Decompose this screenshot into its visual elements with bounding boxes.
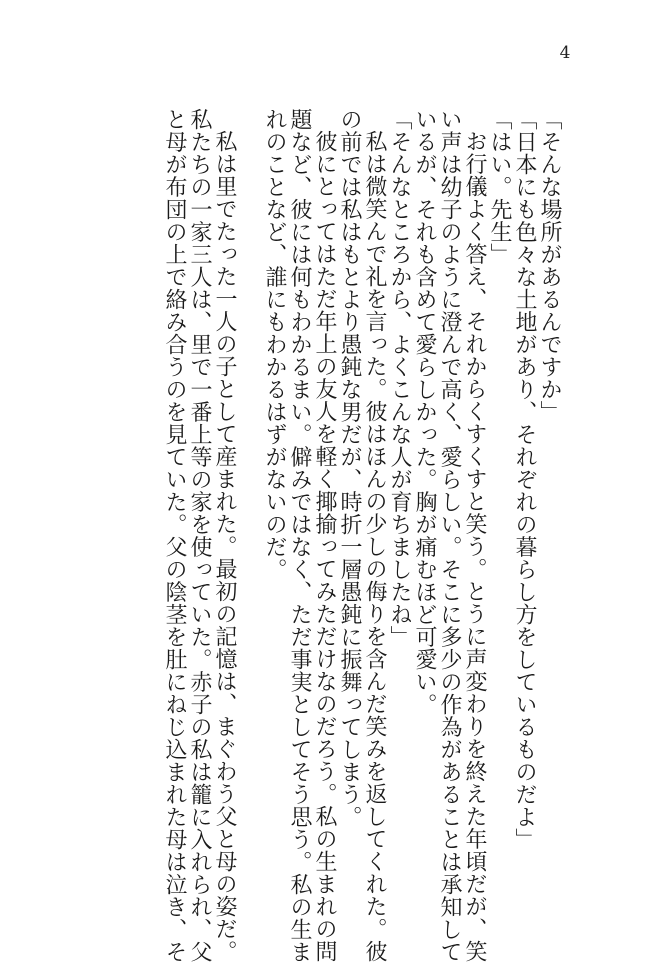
text-line: いるが、それも含めて愛らしかった。胸が痛むほど可愛い。 bbox=[412, 108, 437, 716]
text-line: 「そんな場所があるんですか」 bbox=[537, 108, 562, 423]
text-line: と母が布団の上で絡み合うのを見ていた。父の陰茎を肚にねじ込まれた母は泣き、そ bbox=[162, 108, 187, 963]
text-line: 私は微笑んで礼を言った。彼はほんの少しの侮りを含んだ笑みを返してくれた。彼 bbox=[362, 130, 387, 963]
text-line: 私は里でたった一人の子として産まれた。最初の記憶は、まぐわう父と母の姿だ。 bbox=[212, 130, 237, 963]
text-line: 題など、彼には何もわかるまい。僻みではなく、ただ事実としてそう思う。私の生ま bbox=[287, 108, 312, 963]
text-line: れのことなど、誰にもわかるはずがないのだ。 bbox=[262, 108, 287, 581]
text-line: 「日本にも色々な土地があり、それぞれの暮らし方をしているものだよ」 bbox=[512, 108, 537, 851]
text-line: の前では私はもとより愚鈍な男だが、時折一層愚鈍に振舞ってしまう。 bbox=[337, 108, 362, 828]
text-line: 私たちの一家三人は、里で一番上等の家を使っていた。赤子の私は籠に入れられ、父 bbox=[187, 108, 212, 963]
text-line: 彼にとってはただ年上の友人を軽く揶揄ってみただけなのだろう。私の生まれの問 bbox=[312, 130, 337, 963]
text-line bbox=[236, 108, 262, 848]
text-line: 「はい。先生」 bbox=[487, 108, 512, 266]
text-line: 「そんなところから、よくこんな人が育ちましたね」 bbox=[387, 108, 412, 648]
page-number: 4 bbox=[559, 43, 571, 63]
text-line: い声は幼子のように澄んで高く、愛らしい。そこに多少の作為があることは承知して bbox=[437, 108, 462, 963]
text-line: お行儀よく答え、それからくすくすと笑う。とうに声変わりを終えた年頃だが、笑 bbox=[462, 130, 487, 963]
